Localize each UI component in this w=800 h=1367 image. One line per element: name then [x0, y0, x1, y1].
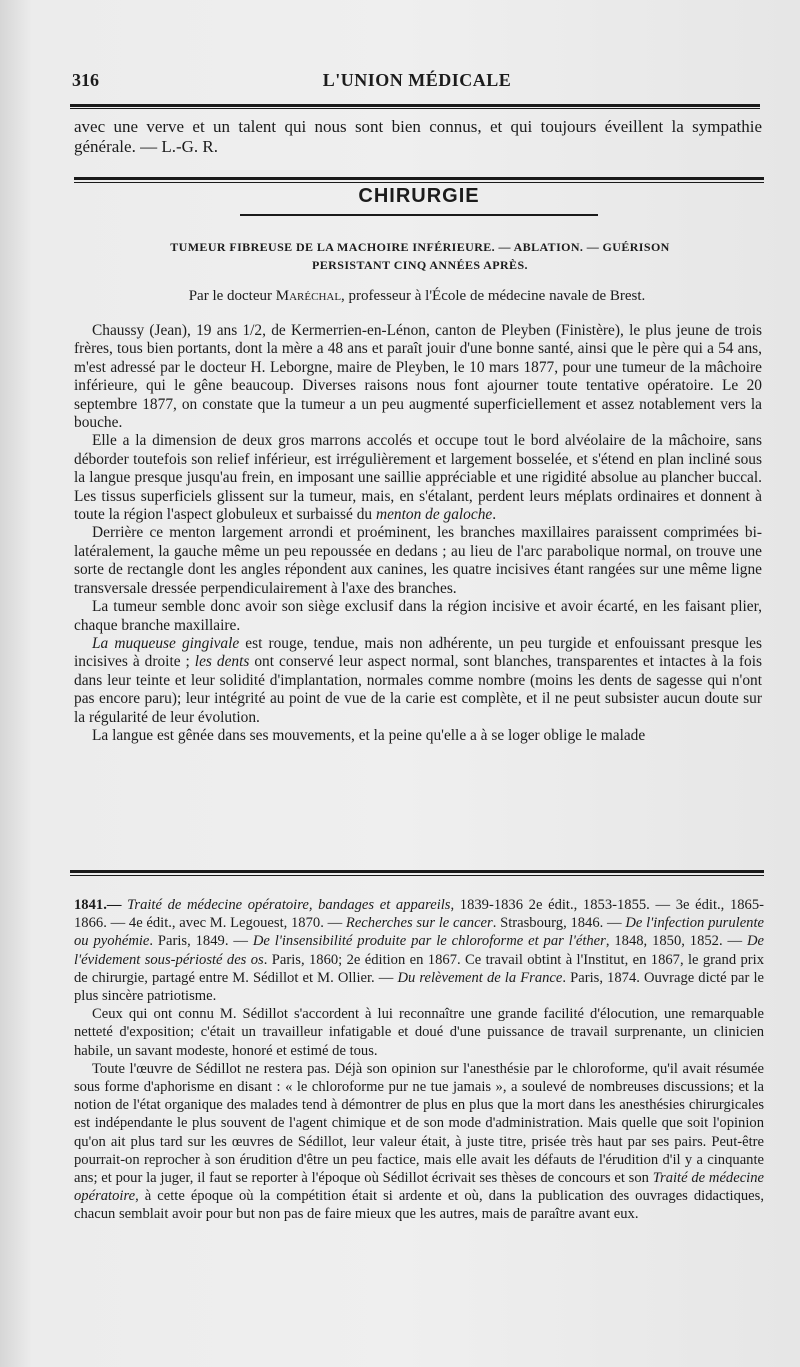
intro-paragraph	[74, 117, 762, 157]
section-title-underline	[240, 214, 598, 216]
byline-suffix: , professeur à l'École de médecine navale de Brest.	[341, 288, 646, 304]
paragraph-4: La tumeur semble donc avoir son siège exclusif dans la région incisive et avoir écarté, en les faisant plier, chaque branche maxillaire.	[74, 598, 762, 634]
article-body	[74, 322, 762, 745]
footnote-text-1: , 1839-1836 2e édit., 1853-1855. — 3e édit., 1865-1866. — 4e édit., avec M. Legouest, 1870. —	[74, 897, 764, 932]
footnote-paragraph-3-text: Toute l'œuvre de Sédillot ne restera pas. Déjà son opinion sur l'anesthésie par le chloroforme, qu'il avait résumée sous forme d'aphorisme en disant : « le chloroforme pur ne tue jamais », a soulevé de nombreuses discussions; et la notion de l'état organique des malades tend à démontrer de plus en plus que la mort dans les anesthésies chirurgicales est indépendante le plus souvent de l'agent chimique et de son mode d'administration. Mais quelle que soit l'opinion qu'on ait plus tard sur les œuvres de Sédillot, leur valeur était, à juste titre, prisée très haut par ses pairs. Peut-être pourrait-on reprocher à son érudition d'être un peu factice, mais elle avait les défauts de l'érudition d'il y a cinquante ans; et pour la juger, il faut se reporter à l'époque où Sédillot écrivait ses thèses de concours et son	[74, 1060, 764, 1187]
paragraph-2-emphasis: menton de galoche	[375, 506, 493, 524]
section-rule	[74, 177, 764, 180]
running-title: L'UNION MÉDICALE	[322, 70, 512, 90]
paragraph-1: Chaussy (Jean), 19 ans 1/2, de Kermerrien-en-Lénon, canton de Pleyben (Finistère), le plus jeune de trois frères, tous bien portants, dont la mère a 48 ans et paraît jouir d'une bonne santé, ainsi que le père qui a 54 ans, m'est adressé par le docteur H. Leborgne, maire de Pleyben, le 10 mars 1877, pour une tumeur de la mâchoire inférieure, qui le gêne beaucoup. Diverses raisons nous font ajourner toute tentative opératoire. Le 20 septembre 1877, on constate que la tumeur a un peu augmenté superficiellement et assez notablement vers la bouche.	[74, 322, 762, 432]
footnote-work-6: Du relèvement de la France	[397, 969, 563, 986]
footnote-bibliography	[74, 896, 764, 1005]
header-rule	[70, 104, 760, 107]
paragraph-5	[74, 635, 762, 727]
article-title-line-2: PERSISTANT CINQ ANNÉES APRÈS.	[312, 258, 528, 272]
paragraph-2-text: Elle a la dimension de deux gros marrons accolés et occupe tout le bord alvéolaire de la mâchoire, sans déborder toutefois son relief inférieur, est irrégulièrement et largement bosselée, et s'étend en plan incliné sous la langue presque jusqu'au frein, en imposant une saillie appréciable et une rigidité absolue au plancher buccal. Les tissus superficiels glissent sur la tumeur, mais, en s'étalant, perdent leurs méplats ordinaires et donnent à toute la région l'aspect globuleux et surbaissé du	[74, 432, 762, 524]
article-byline	[72, 288, 762, 305]
footnote-rule	[70, 870, 764, 873]
paragraph-5-text-1: est rouge, tendue, mais non adhérente, un peu turgide et enfouissant presque les incisives à droite ;	[74, 634, 762, 671]
footnote-paragraph-2: Ceux qui ont connu M. Sédillot s'accordent à lui reconnaître une grande facilité d'élocution, une remarquable netteté d'exposition; c'était un travailleur infatigable et doué d'une puissance de travail surprenante, un clinicien habile, un savant modeste, honoré et estimé de tous.	[74, 1006, 764, 1059]
article-title	[80, 238, 760, 274]
footnote-text-4: , 1848, 1850, 1852. —	[605, 933, 747, 950]
paragraph-5-emphasis-2: les dents	[194, 653, 250, 671]
article-title-line-1: TUMEUR FIBREUSE DE LA MACHOIRE INFÉRIEURE. — ABLATION. — GUÉRISON	[170, 240, 670, 254]
footnote-work-4: De l'insensibilité produite par le chloroforme et par l'éther	[252, 933, 606, 950]
section-rule-thin	[74, 182, 764, 183]
footnote-work-2: Recherches sur le cancer	[345, 915, 493, 932]
intro-text: avec une verve et un talent qui nous sont bien connus, et qui toujours éveillent la sympathie générale. — L.-G. R.	[74, 117, 762, 156]
footnote-year: 1841.—	[74, 897, 128, 913]
footnote-rule-thin	[70, 875, 764, 876]
page-header	[72, 70, 762, 94]
footnote-work-3: De l'infection purulente ou pyohémie	[74, 915, 764, 950]
paragraph-2	[74, 432, 762, 524]
header-rule-thin	[70, 108, 760, 109]
paragraph-5-emphasis-1: La muqueuse gingivale	[92, 634, 240, 652]
byline-author: Maréchal	[275, 288, 342, 304]
paragraph-5-text-2: ont conservé leur aspect normal, sont blanches, transparentes et intactes à la fois dans leur teinte et leur solidité d'implantation, normales comme nombre (moins les dents de sagesse qui n'ont pas encore paru); leur intégrité au point de vue de la carie est complète, et il ne peut subsister aucun doute sur la régularité de leur évolution.	[74, 653, 762, 726]
paragraph-6: La langue est gênée dans ses mouvements, et la peine qu'elle a à se loger oblige le malade	[92, 726, 646, 744]
footnote-text-5: . Paris, 1860; 2e édition en 1867. Ce travail obtint à l'Institut, en 1867, le grand prix de chirurgie, partagé entre M. Sédillot et M. Ollier. —	[74, 951, 765, 986]
section-title: CHIRURGIE	[358, 185, 480, 207]
footnote-work-5: De l'évidement sous-périosté des os	[74, 933, 764, 968]
footnote-work-1: Traité de médecine opératoire, bandages et appareils	[127, 897, 451, 913]
footnote-paragraph-3-emphasis: Traité de médecine opératoire	[74, 1170, 765, 1205]
paragraph-2-end: .	[492, 506, 497, 524]
paragraph-3: Derrière ce menton largement arrondi et proéminent, les branches maxillaires paraissent comprimées bi-latéralement, la gauche même un peu repoussée en dedans ; au lieu de l'arc parabolique normal, on trouve une sorte de rectangle dont les angles répondent aux canines, les quatre incisives étant rangées sur une même ligne transversale dressée perpendiculairement à l'axe des branches.	[74, 524, 762, 597]
page-number: 316	[72, 70, 99, 90]
footnote-paragraph-3-end: , à cette époque où la compétition était si ardente et où, dans la publication des ouvrages didactiques, chacun semblait avoir pour but non pas de faire mieux que les autres, mais de paraître avant eux.	[74, 1188, 764, 1223]
footnote-section	[74, 896, 764, 1224]
footnote-text-6: . Paris, 1874. Ouvrage dicté par le plus sincère patriotisme.	[74, 969, 764, 1005]
footnote-text-3: . Paris, 1849. —	[149, 933, 253, 950]
footnote-paragraph-3	[74, 1060, 764, 1224]
footnote-text-2: . Strasbourg, 1846. —	[492, 915, 626, 932]
byline-prefix: Par le docteur	[188, 288, 273, 304]
